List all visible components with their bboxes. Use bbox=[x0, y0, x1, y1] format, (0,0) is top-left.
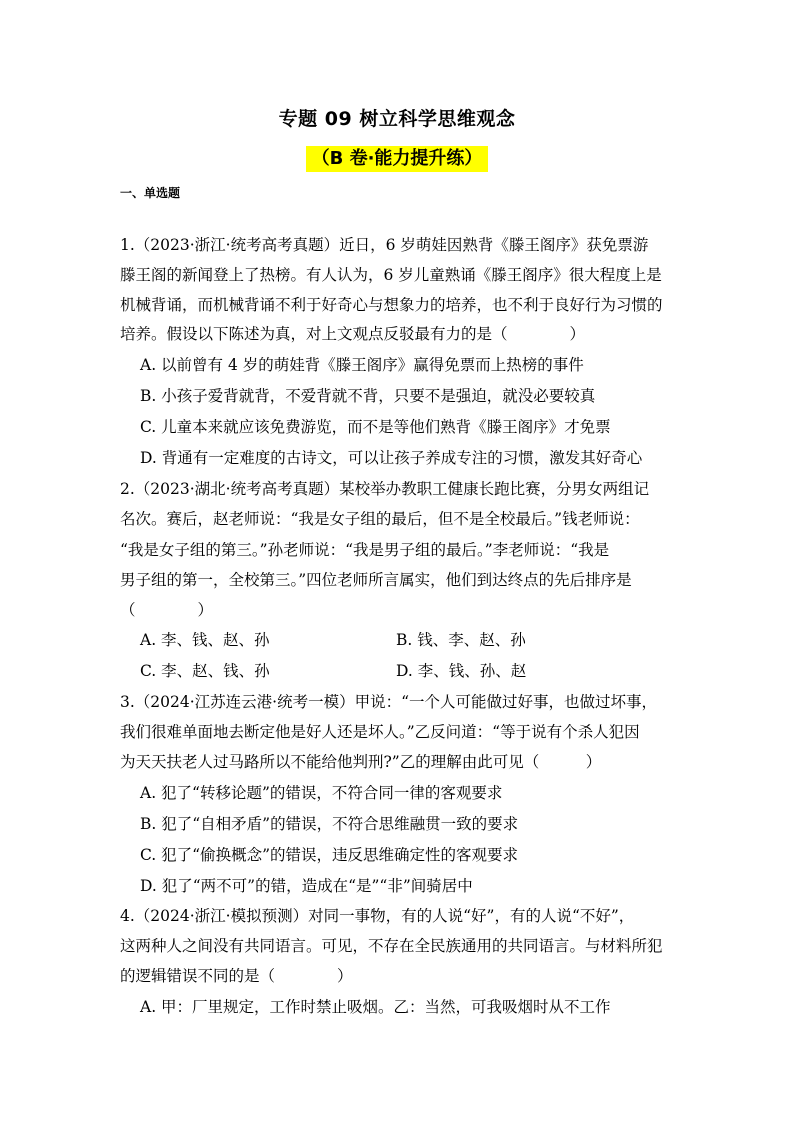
q4-line: 的逻辑错误不同的是（ ） bbox=[120, 967, 353, 985]
page-title: 专题 09 树立科学思维观念 bbox=[278, 108, 516, 130]
q2-line: “我是女子组的第三。”孙老师说：“我是男子组的最后。”李老师说：“我是 bbox=[120, 541, 610, 559]
q3-line: 3.（2024·江苏连云港·统考一模）甲说：“一个人可能做过好事，也做过坏事， bbox=[120, 693, 658, 711]
q2-option-b: B. 钱、李、赵、孙 bbox=[396, 631, 526, 649]
q1-line: 机械背诵，而机械背诵不利于好奇心与想象力的培养，也不利于良好行为习惯的 bbox=[120, 296, 663, 314]
section-heading: 一、单选题 bbox=[120, 186, 181, 200]
q3-option-c: C. 犯了“偷换概念”的错误，违反思维确定性的客观要求 bbox=[140, 846, 519, 864]
q2-line: 男子组的第一，全校第三。”四位老师所言属实，他们到达终点的先后排序是 bbox=[120, 571, 632, 589]
q3-option-a: A. 犯了“转移论题”的错误，不符合同一律的客观要求 bbox=[140, 784, 503, 802]
page-subtitle-highlight: （B 卷·能力提升练） bbox=[306, 146, 489, 172]
q2-option-a: A. 李、钱、赵、孙 bbox=[140, 631, 270, 649]
q2-option-d: D. 李、钱、孙、赵 bbox=[396, 662, 527, 680]
q1-line: 1.（2023·浙江·统考高考真题）近日，6 岁萌娃因熟背《滕王阁序》获免票游 bbox=[120, 236, 649, 254]
q4-line: 这两种人之间没有共同语言。可见，不存在全民族通用的共同语言。与材料所犯 bbox=[120, 937, 663, 955]
q3-line: 为天天扶老人过马路所以不能给他判刑?”乙的理解由此可见（ ） bbox=[120, 753, 602, 771]
q2-line: 名次。赛后，赵老师说：“我是女子组的最后，但不是全校最后。”钱老师说： bbox=[120, 510, 640, 528]
q4-option-a: A. 甲：厂里规定，工作时禁止吸烟。乙：当然，可我吸烟时从不工作 bbox=[140, 998, 611, 1016]
q3-line: 我们很难单面地去断定他是好人还是坏人。”乙反问道：“等于说有个杀人犯因 bbox=[120, 723, 640, 741]
q2-option-c: C. 李、赵、钱、孙 bbox=[140, 662, 270, 680]
q3-option-d: D. 犯了“两不可”的错，造成在“是”“非”间骑居中 bbox=[140, 877, 473, 895]
q3-option-b: B. 犯了“自相矛盾”的错误，不符合思维融贯一致的要求 bbox=[140, 815, 519, 833]
q1-option-b: B. 小孩子爱背就背，不爱背就不背，只要不是强迫，就没必要较真 bbox=[140, 387, 596, 405]
q1-option-d: D. 背通有一定难度的古诗文，可以让孩子养成专注的习惯，激发其好奇心 bbox=[140, 449, 643, 467]
q4-line: 4.（2024·浙江·模拟预测）对同一事物，有的人说“好”，有的人说“不好”， bbox=[120, 907, 635, 925]
q2-line: （ ） bbox=[120, 601, 214, 619]
q1-line: 滕王阁的新闻登上了热榜。有人认为，6 岁儿童熟诵《滕王阁序》很大程度上是 bbox=[120, 266, 662, 284]
subtitle-wrap bbox=[0, 146, 794, 172]
q1-option-c: C. 儿童本来就应该免费游览，而不是等他们熟背《滕王阁序》才免票 bbox=[140, 418, 611, 436]
q1-line: 培养。假设以下陈述为真，对上文观点反驳最有力的是（ ） bbox=[120, 325, 586, 343]
q2-line: 2.（2023·湖北·统考高考真题）某校举办教职工健康长跑比赛，分男女两组记 bbox=[120, 480, 650, 498]
q1-option-a: A. 以前曾有 4 岁的萌娃背《滕王阁序》赢得免票而上热榜的事件 bbox=[140, 356, 584, 374]
